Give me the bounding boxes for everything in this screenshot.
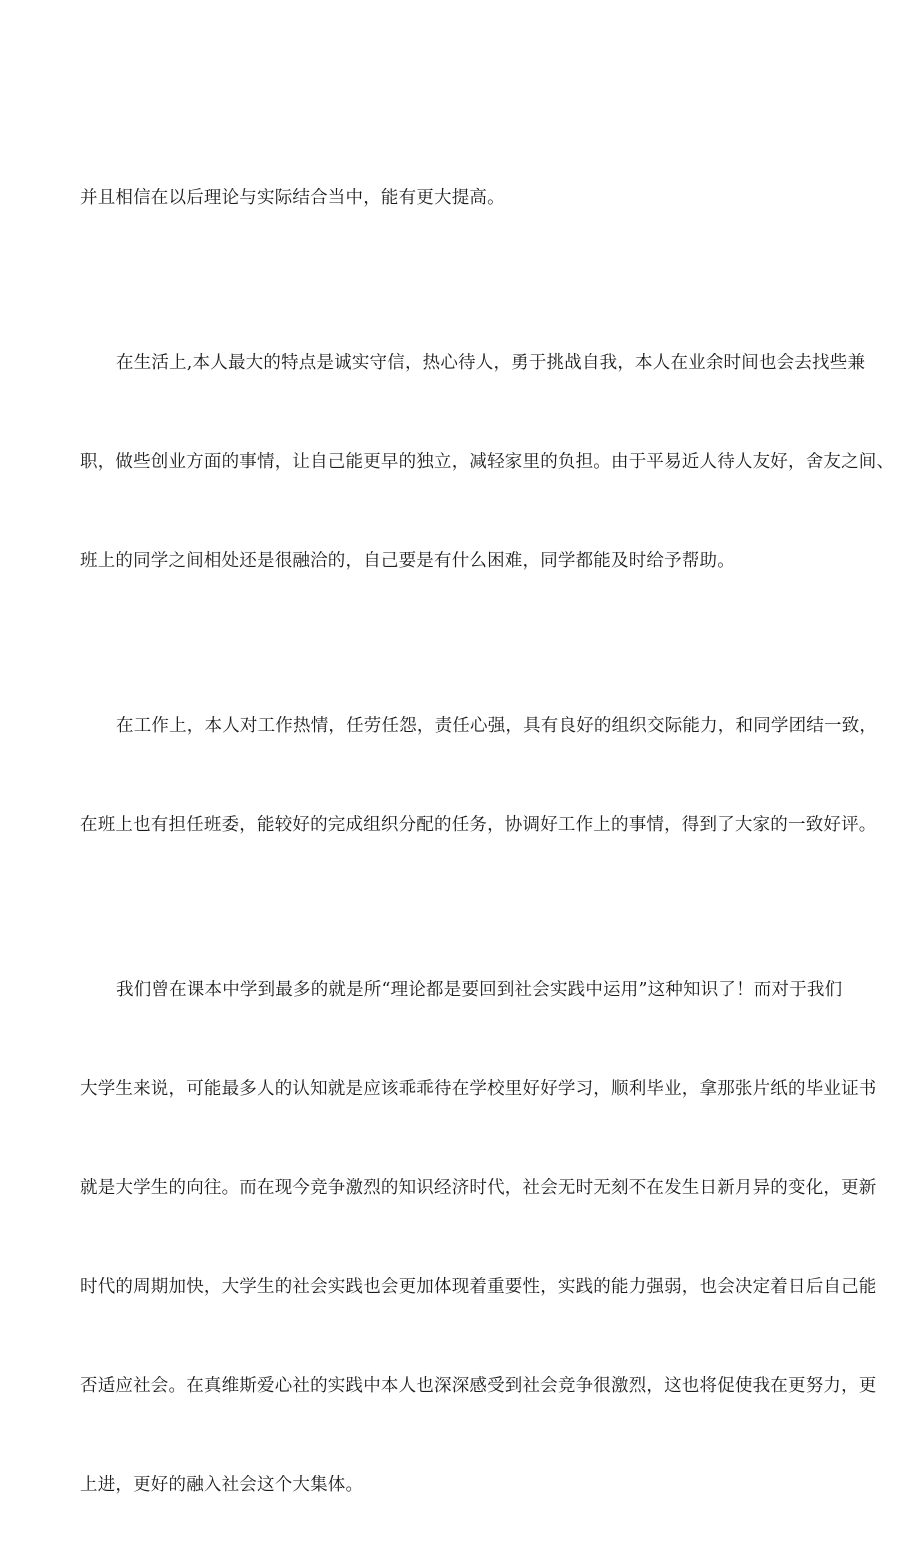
- paragraph-line: 上进，更好的融入社会这个大集体。: [80, 1475, 364, 1495]
- paragraph-line: 职，做些创业方面的事情，让自己能更早的独立，减轻家里的负担。由于平易近人待人友好，舍友之间、: [80, 452, 895, 472]
- paragraph-line: 在工作上，本人对工作热情，任劳任怨，责任心强，具有良好的组织交际能力，和同学团结一致，: [116, 716, 878, 736]
- document-body: [80, 116, 895, 1568]
- paragraph-3: [80, 644, 878, 908]
- paragraph-4: [80, 908, 877, 1568]
- paragraph-line: 大学生来说，可能最多人的认知就是应该乖乖待在学校里好好学习，顺利毕业，拿那张片纸的毕业证书: [80, 1079, 877, 1099]
- paragraph-line: 在班上也有担任班委，能较好的完成组织分配的任务，协调好工作上的事情，得到了大家的一致好评。: [80, 815, 877, 835]
- paragraph-line: 时代的周期加快，大学生的社会实践也会更加体现着重要性，实践的能力强弱，也会决定着日后自己能: [80, 1277, 877, 1297]
- paragraph-line: 并且相信在以后理论与实际结合当中，能有更大提高。: [80, 188, 505, 208]
- paragraph-line: 就是大学生的向往。而在现今竞争激烈的知识经济时代，社会无时无刻不在发生日新月异的变化，更新: [80, 1178, 877, 1198]
- paragraph-1: [80, 116, 842, 281]
- paragraph-2: [80, 281, 895, 644]
- paragraph-line: 我们曾在课本中学到最多的就是所“理论都是要回到社会实践中运用”这种知识了！而对于我们: [116, 980, 843, 1000]
- paragraph-line: 在生活上,本人最大的特点是诚实守信，热心待人，勇于挑战自我，本人在业余时间也会去找些兼: [116, 353, 866, 373]
- paragraph-line: 否适应社会。在真维斯爱心社的实践中本人也深深感受到社会竞争很激烈，这也将促使我在更努力，更: [80, 1376, 877, 1396]
- paragraph-line: 班上的同学之间相处还是很融洽的，自己要是有什么困难，同学都能及时给予帮助。: [80, 551, 735, 571]
